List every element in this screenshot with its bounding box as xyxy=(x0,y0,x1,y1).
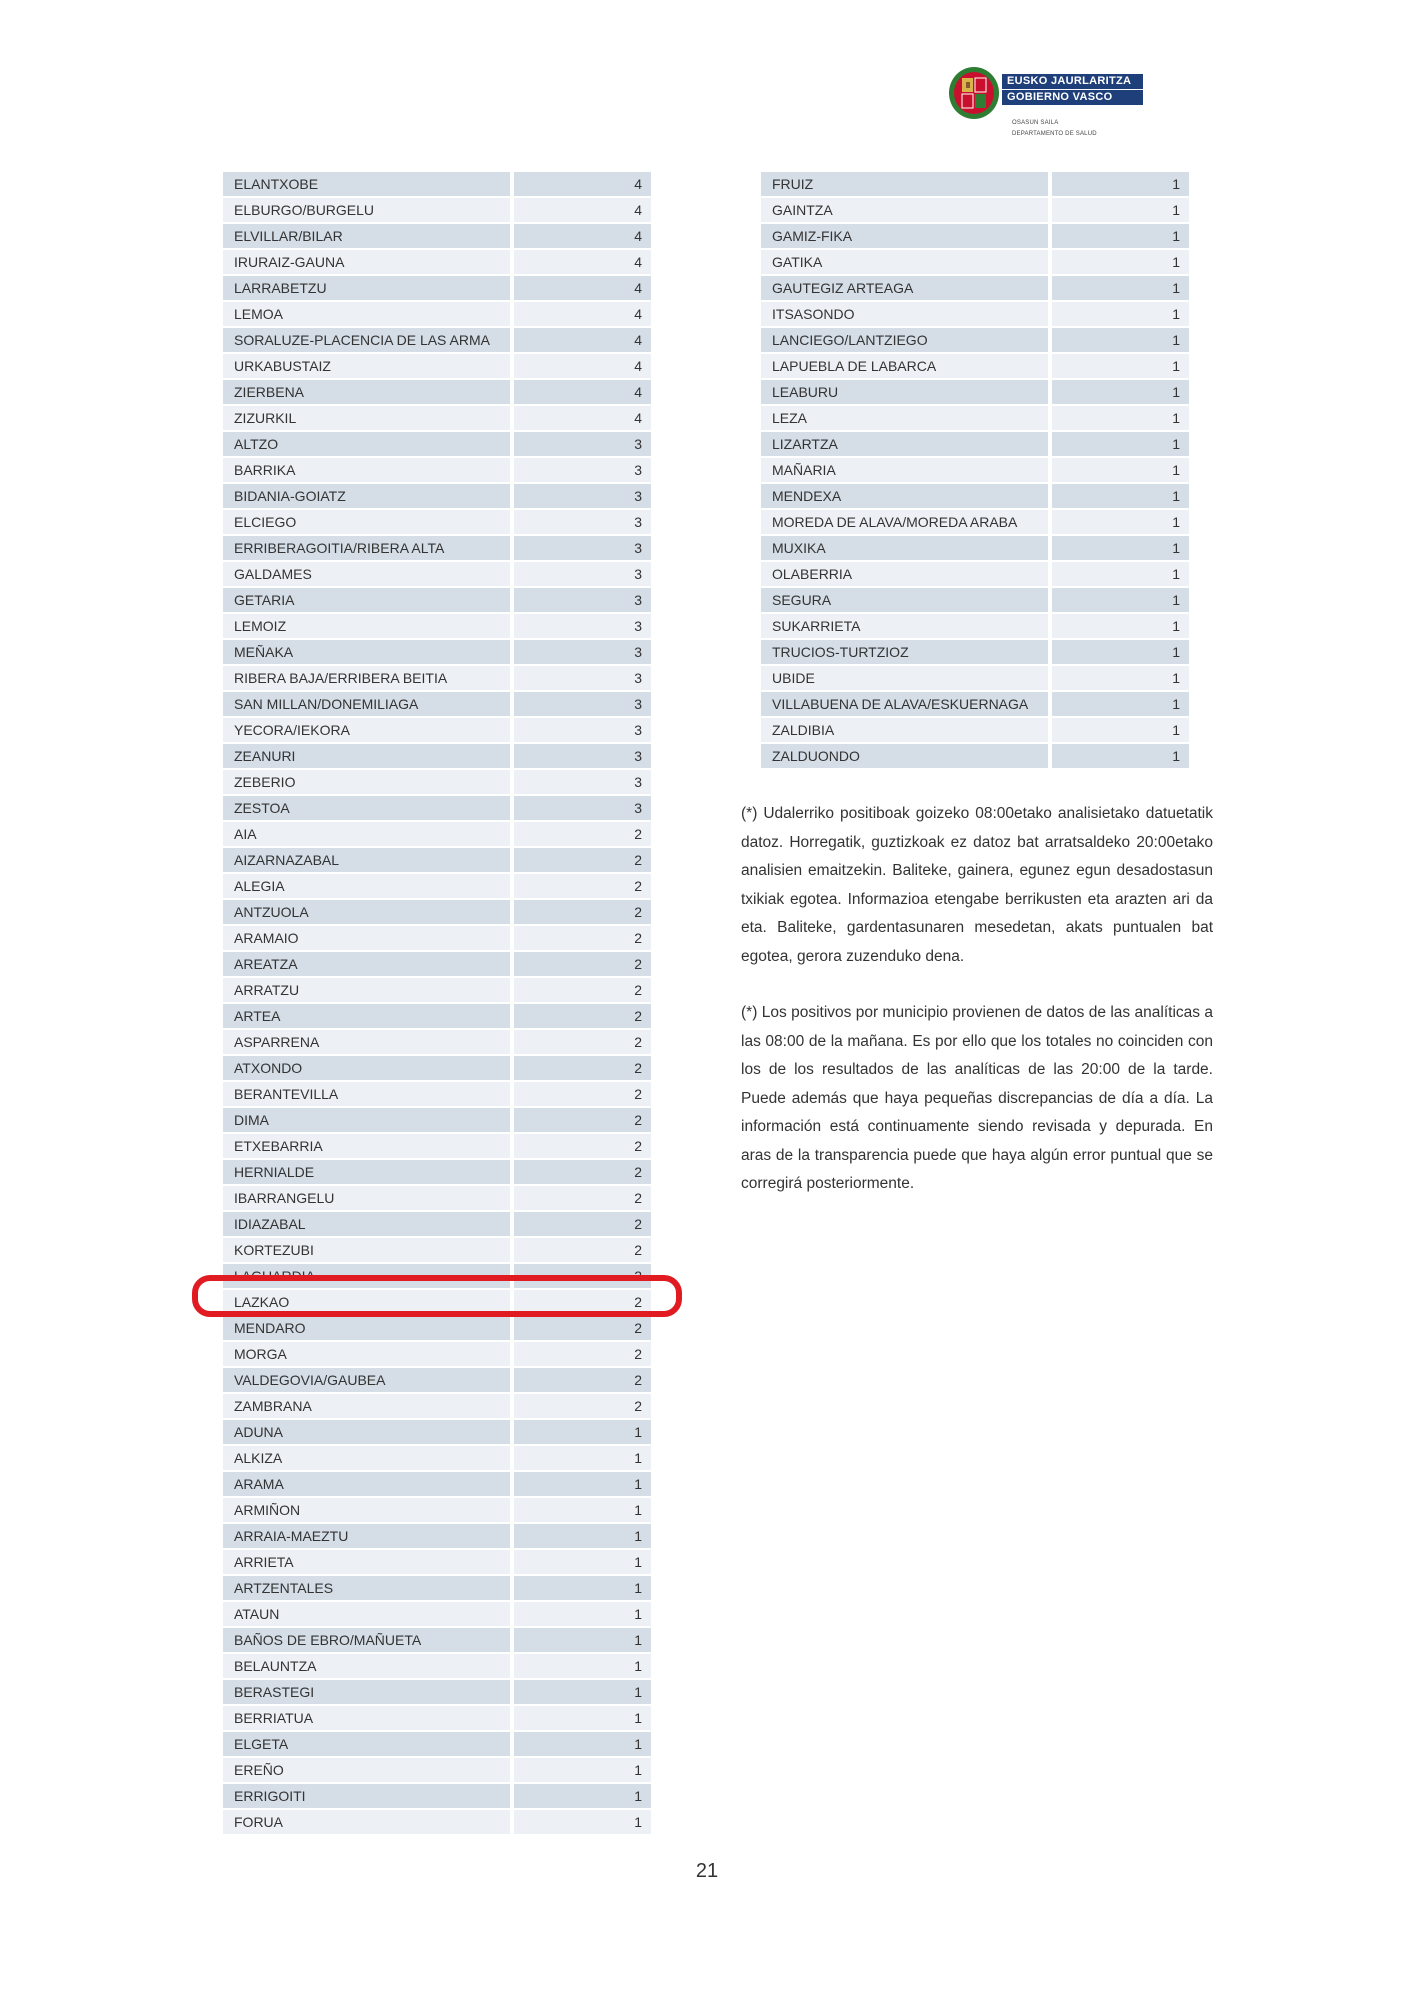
table-row xyxy=(223,822,651,846)
table-row xyxy=(223,1446,651,1470)
municipality-name: MOREDA DE ALAVA/MOREDA ARABA xyxy=(761,510,1052,534)
positive-count: 2 xyxy=(514,1290,651,1314)
positive-count: 1 xyxy=(514,1706,651,1730)
positive-count: 3 xyxy=(514,458,651,482)
positive-count: 1 xyxy=(514,1498,651,1522)
table-row xyxy=(761,224,1189,248)
positive-count: 1 xyxy=(1052,458,1189,482)
municipality-name: ALKIZA xyxy=(223,1446,514,1470)
footnote-spanish: (*) Los positivos por municipio provienen de datos de las analíticas a las 08:00 de la mañana. Es por ello que los totales no coinciden con los de los resultados de las analíticas de las 20:00 de la tarde. Puede además que haya pequeñas discrepancias de día a día. La información está continuamente siendo revisada y depurada. En aras de la transparencia puede que haya algún error puntual que se corregirá posteriormente. xyxy=(741,1004,1213,1192)
positive-count: 2 xyxy=(514,848,651,872)
municipality-name: OLABERRIA xyxy=(761,562,1052,586)
table-row xyxy=(223,510,651,534)
table-row xyxy=(223,484,651,508)
positive-count: 1 xyxy=(514,1420,651,1444)
table-row xyxy=(761,484,1189,508)
table-row xyxy=(223,1030,651,1054)
municipality-name: RIBERA BAJA/ERRIBERA BEITIA xyxy=(223,666,514,690)
positive-count: 1 xyxy=(514,1680,651,1704)
municipality-name: ZEANURI xyxy=(223,744,514,768)
table-row xyxy=(761,510,1189,534)
table-row xyxy=(223,874,651,898)
table-row xyxy=(223,1706,651,1730)
positive-count: 1 xyxy=(1052,692,1189,716)
table-row xyxy=(761,666,1189,690)
municipality-name: ELVILLAR/BILAR xyxy=(223,224,514,248)
municipality-name: ARAMAIO xyxy=(223,926,514,950)
table-row xyxy=(223,1004,651,1028)
positive-count: 1 xyxy=(514,1550,651,1574)
table-row xyxy=(223,1134,651,1158)
positive-count: 3 xyxy=(514,744,651,768)
positive-count: 1 xyxy=(514,1654,651,1678)
positive-count: 3 xyxy=(514,718,651,742)
municipality-name: BERASTEGI xyxy=(223,1680,514,1704)
positive-count: 3 xyxy=(514,640,651,664)
municipality-name: DIMA xyxy=(223,1108,514,1132)
municipality-name: ATXONDO xyxy=(223,1056,514,1080)
municipality-name: ARMIÑON xyxy=(223,1498,514,1522)
municipality-name: SEGURA xyxy=(761,588,1052,612)
positive-count: 1 xyxy=(514,1784,651,1808)
positive-count: 3 xyxy=(514,536,651,560)
table-row xyxy=(223,978,651,1002)
table-row xyxy=(761,744,1189,768)
positive-count: 2 xyxy=(514,1264,651,1288)
municipality-table-right xyxy=(761,170,1189,770)
table-row xyxy=(761,302,1189,326)
table-row xyxy=(223,562,651,586)
table-row xyxy=(223,172,651,196)
positive-count: 4 xyxy=(514,328,651,352)
positive-count: 4 xyxy=(514,302,651,326)
positive-count: 1 xyxy=(1052,614,1189,638)
municipality-name: ELBURGO/BURGELU xyxy=(223,198,514,222)
positive-count: 2 xyxy=(514,1316,651,1340)
municipality-name: URKABUSTAIZ xyxy=(223,354,514,378)
table-row xyxy=(223,1160,651,1184)
municipality-name: TRUCIOS-TURTZIOZ xyxy=(761,640,1052,664)
table-row xyxy=(223,1628,651,1652)
positive-count: 1 xyxy=(514,1758,651,1782)
positive-count: 3 xyxy=(514,796,651,820)
positive-count: 2 xyxy=(514,1394,651,1418)
municipality-name: MORGA xyxy=(223,1342,514,1366)
positive-count: 3 xyxy=(514,588,651,612)
positive-count: 1 xyxy=(1052,250,1189,274)
positive-count: 1 xyxy=(1052,276,1189,300)
positive-count: 1 xyxy=(1052,380,1189,404)
municipality-name: BARRIKA xyxy=(223,458,514,482)
municipality-name: IBARRANGELU xyxy=(223,1186,514,1210)
table-row xyxy=(223,640,651,664)
lazkao-highlight-annotation xyxy=(192,1275,682,1317)
table-row xyxy=(761,276,1189,300)
municipality-name: ERRIBERAGOITIA/RIBERA ALTA xyxy=(223,536,514,560)
municipality-name: GATIKA xyxy=(761,250,1052,274)
table-row xyxy=(223,536,651,560)
municipality-name: IDIAZABAL xyxy=(223,1212,514,1236)
table-row xyxy=(761,536,1189,560)
positive-count: 1 xyxy=(514,1732,651,1756)
municipality-name: AIZARNAZABAL xyxy=(223,848,514,872)
municipality-name: ARTEA xyxy=(223,1004,514,1028)
positive-count: 3 xyxy=(514,510,651,534)
logo-dept-spanish: DEPARTAMENTO DE SALUD xyxy=(1012,131,1097,137)
table-row xyxy=(761,172,1189,196)
positive-count: 1 xyxy=(1052,484,1189,508)
table-row xyxy=(223,1316,651,1340)
footnote-basque: (*) Udalerriko positiboak goizeko 08:00etako analisietako datuetatik datoz. Horregatik, guztizkoak ez datoz bat arratsaldeko 20:00etako analisien emaitzekin. Baliteke, gainera, egunez egun desadostasun txikiak egotea. Informazioa etengabe berrikusten eta arazten ari da eta. Baliteke, gardentasunaren mesedetan, akats puntualen bat egotea, gerora zuzenduko dena. xyxy=(741,805,1213,965)
logo-text-basque: EUSKO JAURLARITZA xyxy=(1002,74,1143,89)
municipality-name: ADUNA xyxy=(223,1420,514,1444)
positive-count: 1 xyxy=(514,1472,651,1496)
table-row xyxy=(761,198,1189,222)
municipality-name: UBIDE xyxy=(761,666,1052,690)
positive-count: 3 xyxy=(514,666,651,690)
table-row xyxy=(223,1758,651,1782)
table-row xyxy=(223,666,651,690)
positive-count: 1 xyxy=(1052,536,1189,560)
table-row xyxy=(761,614,1189,638)
table-row xyxy=(761,588,1189,612)
table-row xyxy=(223,198,651,222)
municipality-name: ERRIGOITI xyxy=(223,1784,514,1808)
municipality-name: ANTZUOLA xyxy=(223,900,514,924)
table-row xyxy=(223,1212,651,1236)
positive-count: 4 xyxy=(514,224,651,248)
municipality-name: LAPUEBLA DE LABARCA xyxy=(761,354,1052,378)
municipality-name: MENDEXA xyxy=(761,484,1052,508)
municipality-name: ALTZO xyxy=(223,432,514,456)
table-row xyxy=(223,1576,651,1600)
municipality-name: ELANTXOBE xyxy=(223,172,514,196)
municipality-name: AREATZA xyxy=(223,952,514,976)
gobierno-vasco-logo xyxy=(948,64,1148,144)
positive-count: 1 xyxy=(1052,510,1189,534)
positive-count: 1 xyxy=(1052,328,1189,352)
positive-count: 2 xyxy=(514,1108,651,1132)
table-row xyxy=(223,1108,651,1132)
municipality-name: ARRAIA-MAEZTU xyxy=(223,1524,514,1548)
positive-count: 2 xyxy=(514,1212,651,1236)
municipality-name: EREÑO xyxy=(223,1758,514,1782)
municipality-name: SORALUZE-PLACENCIA DE LAS ARMA xyxy=(223,328,514,352)
positive-count: 1 xyxy=(1052,744,1189,768)
table-row xyxy=(223,1550,651,1574)
municipality-name: MUXIKA xyxy=(761,536,1052,560)
municipality-name: ZEBERIO xyxy=(223,770,514,794)
positive-count: 2 xyxy=(514,1238,651,1262)
table-row xyxy=(223,250,651,274)
page-number: 21 xyxy=(695,1860,719,1882)
municipality-name: LEMOIZ xyxy=(223,614,514,638)
table-row xyxy=(223,1602,651,1626)
municipality-name: ZALDIBIA xyxy=(761,718,1052,742)
municipality-name: GAUTEGIZ ARTEAGA xyxy=(761,276,1052,300)
table-row xyxy=(223,588,651,612)
municipality-name: LIZARTZA xyxy=(761,432,1052,456)
table-row xyxy=(223,1082,651,1106)
municipality-name: ARTZENTALES xyxy=(223,1576,514,1600)
municipality-name: LEMOA xyxy=(223,302,514,326)
municipality-name: ARRATZU xyxy=(223,978,514,1002)
table-row xyxy=(223,380,651,404)
positive-count: 1 xyxy=(1052,666,1189,690)
table-row xyxy=(761,328,1189,352)
positive-count: 2 xyxy=(514,1004,651,1028)
municipality-name: ELCIEGO xyxy=(223,510,514,534)
table-row xyxy=(761,406,1189,430)
positive-count: 1 xyxy=(1052,302,1189,326)
table-row xyxy=(223,1186,651,1210)
municipality-name: ZALDUONDO xyxy=(761,744,1052,768)
municipality-name: SUKARRIETA xyxy=(761,614,1052,638)
municipality-name: ZAMBRANA xyxy=(223,1394,514,1418)
positive-count: 1 xyxy=(1052,718,1189,742)
table-row xyxy=(223,952,651,976)
positive-count: 2 xyxy=(514,978,651,1002)
municipality-name: LAZKAO xyxy=(223,1290,514,1314)
municipality-name: ETXEBARRIA xyxy=(223,1134,514,1158)
municipality-name: IRURAIZ-GAUNA xyxy=(223,250,514,274)
table-row xyxy=(223,1524,651,1548)
positive-count: 1 xyxy=(1052,172,1189,196)
table-row xyxy=(761,250,1189,274)
table-row xyxy=(223,432,651,456)
table-row xyxy=(223,354,651,378)
positive-count: 3 xyxy=(514,770,651,794)
table-row xyxy=(223,328,651,352)
table-row xyxy=(761,692,1189,716)
municipality-name: MENDARO xyxy=(223,1316,514,1340)
positive-count: 1 xyxy=(1052,432,1189,456)
table-row xyxy=(223,224,651,248)
municipality-name: ATAUN xyxy=(223,1602,514,1626)
table-row xyxy=(223,458,651,482)
table-row xyxy=(223,1056,651,1080)
logo-dept-basque: OSASUN SAILA xyxy=(1012,120,1059,126)
municipality-name: BAÑOS DE EBRO/MAÑUETA xyxy=(223,1628,514,1652)
municipality-name: KORTEZUBI xyxy=(223,1238,514,1262)
table-row xyxy=(223,614,651,638)
positive-count: 4 xyxy=(514,198,651,222)
table-row xyxy=(223,744,651,768)
table-row xyxy=(223,1680,651,1704)
positive-count: 2 xyxy=(514,1134,651,1158)
positive-count: 2 xyxy=(514,1082,651,1106)
positive-count: 3 xyxy=(514,484,651,508)
municipality-name: ITSASONDO xyxy=(761,302,1052,326)
logo-text-spanish: GOBIERNO VASCO xyxy=(1002,90,1143,105)
table-row xyxy=(223,302,651,326)
municipality-name: VILLABUENA DE ALAVA/ESKUERNAGA xyxy=(761,692,1052,716)
municipality-name: MEÑAKA xyxy=(223,640,514,664)
municipality-name: GAINTZA xyxy=(761,198,1052,222)
positive-count: 1 xyxy=(514,1602,651,1626)
positive-count: 4 xyxy=(514,406,651,430)
table-row xyxy=(223,770,651,794)
table-row xyxy=(761,432,1189,456)
municipality-name: BERRIATUA xyxy=(223,1706,514,1730)
table-row xyxy=(223,1654,651,1678)
municipality-name: FRUIZ xyxy=(761,172,1052,196)
table-row xyxy=(223,1498,651,1522)
municipality-name: LANCIEGO/LANTZIEGO xyxy=(761,328,1052,352)
municipality-name: ZIZURKIL xyxy=(223,406,514,430)
positive-count: 1 xyxy=(514,1446,651,1470)
table-row xyxy=(223,1394,651,1418)
municipality-name: GALDAMES xyxy=(223,562,514,586)
table-row xyxy=(223,406,651,430)
positive-count: 3 xyxy=(514,562,651,586)
positive-count: 2 xyxy=(514,1368,651,1392)
municipality-name: ARRIETA xyxy=(223,1550,514,1574)
municipality-name: ELGETA xyxy=(223,1732,514,1756)
positive-count: 1 xyxy=(514,1576,651,1600)
positive-count: 1 xyxy=(1052,198,1189,222)
positive-count: 3 xyxy=(514,692,651,716)
municipality-name: BIDANIA-GOIATZ xyxy=(223,484,514,508)
table-row xyxy=(223,1420,651,1444)
positive-count: 1 xyxy=(1052,354,1189,378)
table-row xyxy=(761,640,1189,664)
municipality-name: MAÑARIA xyxy=(761,458,1052,482)
positive-count: 2 xyxy=(514,1342,651,1366)
municipality-name: LEABURU xyxy=(761,380,1052,404)
municipality-name: ARAMA xyxy=(223,1472,514,1496)
municipality-name: LAGUARDIA xyxy=(223,1264,514,1288)
municipality-name: VALDEGOVIA/GAUBEA xyxy=(223,1368,514,1392)
municipality-name: ZESTOA xyxy=(223,796,514,820)
municipality-table-left xyxy=(223,170,651,1836)
table-row xyxy=(223,926,651,950)
positive-count: 1 xyxy=(514,1810,651,1834)
table-row xyxy=(761,718,1189,742)
positive-count: 1 xyxy=(1052,588,1189,612)
table-row xyxy=(761,354,1189,378)
positive-count: 1 xyxy=(1052,562,1189,586)
municipality-name: BELAUNTZA xyxy=(223,1654,514,1678)
footnotes xyxy=(741,800,1213,1227)
table-row xyxy=(761,380,1189,404)
table-row xyxy=(761,458,1189,482)
table-row xyxy=(223,692,651,716)
positive-count: 2 xyxy=(514,1160,651,1184)
table-row xyxy=(223,1472,651,1496)
positive-count: 2 xyxy=(514,822,651,846)
positive-count: 4 xyxy=(514,354,651,378)
positive-count: 2 xyxy=(514,1056,651,1080)
municipality-name: ASPARRENA xyxy=(223,1030,514,1054)
municipality-name: FORUA xyxy=(223,1810,514,1834)
table-row xyxy=(223,1342,651,1366)
table-row xyxy=(223,718,651,742)
table-row xyxy=(223,1732,651,1756)
positive-count: 2 xyxy=(514,926,651,950)
positive-count: 4 xyxy=(514,380,651,404)
positive-count: 3 xyxy=(514,614,651,638)
table-row xyxy=(223,1784,651,1808)
municipality-name: GETARIA xyxy=(223,588,514,612)
table-row xyxy=(223,1368,651,1392)
positive-count: 2 xyxy=(514,952,651,976)
positive-count: 1 xyxy=(514,1524,651,1548)
table-row xyxy=(223,1810,651,1834)
positive-count: 1 xyxy=(514,1628,651,1652)
positive-count: 2 xyxy=(514,1186,651,1210)
table-row xyxy=(223,900,651,924)
municipality-name: LARRABETZU xyxy=(223,276,514,300)
positive-count: 1 xyxy=(1052,406,1189,430)
municipality-name: GAMIZ-FIKA xyxy=(761,224,1052,248)
municipality-name: HERNIALDE xyxy=(223,1160,514,1184)
table-row xyxy=(223,848,651,872)
positive-count: 4 xyxy=(514,250,651,274)
municipality-name: BERANTEVILLA xyxy=(223,1082,514,1106)
municipality-name: AIA xyxy=(223,822,514,846)
municipality-name: ALEGIA xyxy=(223,874,514,898)
table-row xyxy=(223,796,651,820)
positive-count: 3 xyxy=(514,432,651,456)
municipality-name: YECORA/IEKORA xyxy=(223,718,514,742)
table-row xyxy=(223,1238,651,1262)
coat-of-arms-icon xyxy=(948,66,1000,120)
municipality-name: LEZA xyxy=(761,406,1052,430)
positive-count: 4 xyxy=(514,276,651,300)
positive-count: 4 xyxy=(514,172,651,196)
positive-count: 1 xyxy=(1052,640,1189,664)
positive-count: 1 xyxy=(1052,224,1189,248)
positive-count: 2 xyxy=(514,900,651,924)
table-row xyxy=(223,276,651,300)
positive-count: 2 xyxy=(514,1030,651,1054)
municipality-name: ZIERBENA xyxy=(223,380,514,404)
positive-count: 2 xyxy=(514,874,651,898)
table-row xyxy=(761,562,1189,586)
municipality-name: SAN MILLAN/DONEMILIAGA xyxy=(223,692,514,716)
